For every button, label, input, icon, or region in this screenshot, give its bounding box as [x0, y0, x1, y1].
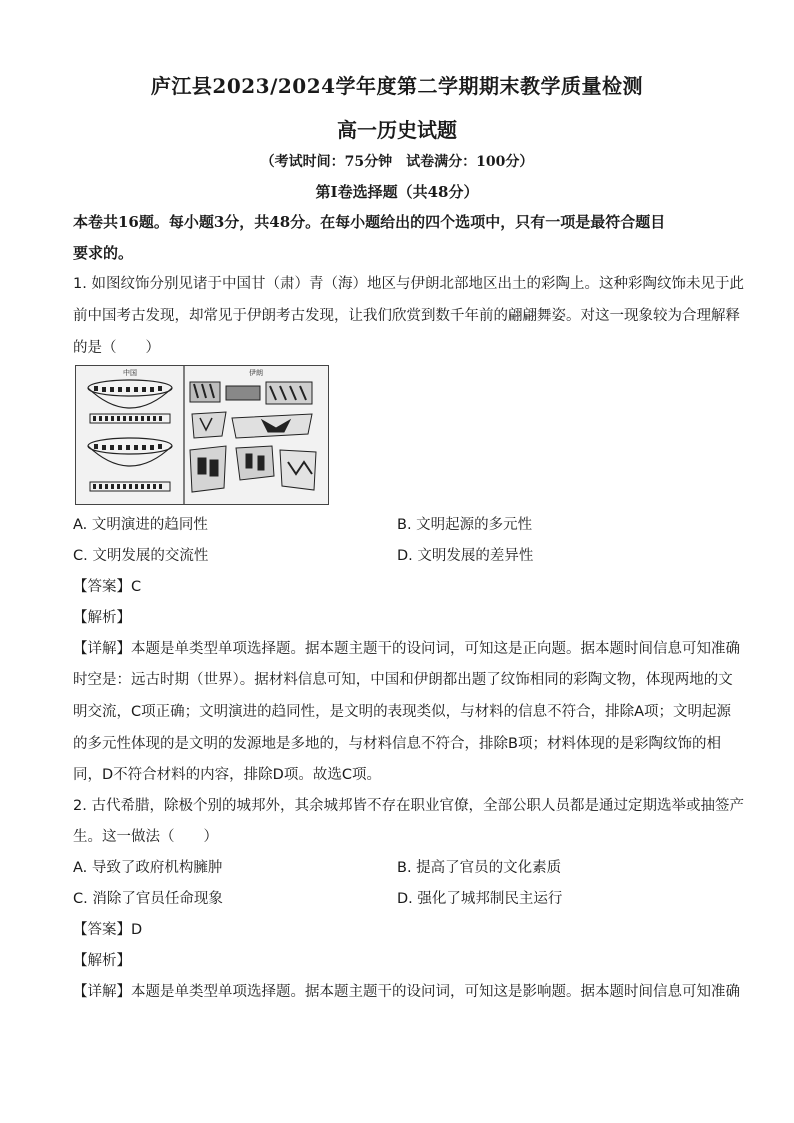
q1-detail-line-4: 的多元性体现的是文明的发源地是多地的，与材料信息不符合，排除B项；材料体现的是彩陶纹饰的相 — [73, 736, 721, 752]
q1-option-a: A. 文明演进的趋同性 — [73, 517, 208, 533]
figure-label-iran: 伊朗 — [249, 369, 263, 377]
q2-option-a: A. 导致了政府机构臃肿 — [73, 860, 223, 876]
section-heading: 第Ⅰ卷选择题（共48分） — [315, 183, 479, 201]
q1-detail-line-5: 同，D不符合材料的内容，排除D项。故选C项。 — [73, 767, 381, 783]
q1-stem-line-3: 的是（ ） — [73, 340, 160, 356]
q1-option-d: D. 文明发展的差异性 — [397, 548, 534, 564]
figure-label-china: 中国 — [123, 369, 137, 377]
instruction-line-2: 要求的。 — [73, 244, 134, 262]
q1-option-b: B. 文明起源的多元性 — [397, 517, 533, 533]
exam-info: （考试时间：75分钟 试卷满分：100分） — [260, 154, 534, 170]
q2-answer: 【答案】D — [73, 922, 143, 938]
q1-analysis-label: 【解析】 — [73, 610, 131, 626]
pottery-illustration — [76, 366, 328, 504]
q1-detail-line-2: 时空是：远古时期（世界）。据材料信息可知，中国和伊朗都出题了纹饰相同的彩陶文物，体现两地的文 — [73, 672, 733, 688]
q2-detail-line-1: 【详解】本题是单类型单项选择题。据本题主题干的设问词，可知这是影响题。据本题时间信息可知准确 — [73, 984, 740, 1000]
q2-analysis-label: 【解析】 — [73, 953, 131, 969]
q2-stem-line-2: 生。这一做法（ ） — [73, 829, 218, 845]
exam-subtitle: 高一历史试题 — [337, 118, 457, 142]
q1-answer: 【答案】C — [73, 579, 142, 595]
q1-detail-line-1: 【详解】本题是单类型单项选择题。据本题主题干的设问词，可知这是正向题。据本题时间信息可知准确 — [73, 641, 740, 657]
q2-option-c: C. 消除了官员任命现象 — [73, 891, 223, 907]
q1-detail-line-3: 明交流，C项正确；文明演进的趋同性，是文明的表现类似，与材料的信息不符合，排除A项；文明起源 — [73, 704, 732, 720]
q2-option-d: D. 强化了城邦制民主运行 — [397, 891, 563, 907]
q2-stem-line-1: 2. 古代希腊，除极个别的城邦外，其余城邦皆不存在职业官僚，全部公职人员都是通过定期选举或抽签产 — [73, 798, 744, 814]
q1-stem-line-2: 前中国考古发现，却常见于伊朗考古发现，让我们欣赏到数千年前的翩翩舞姿。对这一现象较为合理解释 — [73, 308, 740, 324]
instruction-line-1: 本卷共16题。每小题3分，共48分。在每小题给出的四个选项中，只有一项是最符合题目 — [73, 213, 666, 231]
exam-title: 庐江县2023/2024学年度第二学期期末教学质量检测 — [150, 74, 644, 98]
q1-option-c: C. 文明发展的交流性 — [73, 548, 209, 564]
q1-stem-line-1: 1. 如图纹饰分别见诸于中国甘（肃）青（海）地区与伊朗北部地区出土的彩陶上。这种彩陶纹饰未见于此 — [73, 276, 744, 292]
pottery-pattern-figure — [75, 365, 329, 505]
q2-option-b: B. 提高了官员的文化素质 — [397, 860, 562, 876]
